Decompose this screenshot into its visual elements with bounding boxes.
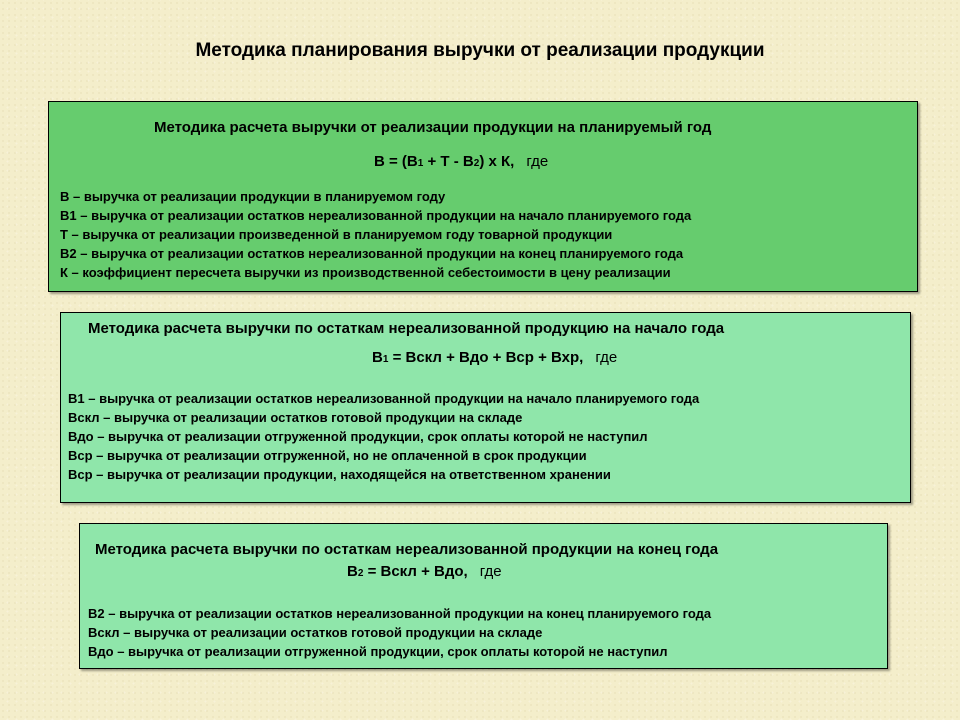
definition-item: Вдо – выручка от реализации отгруженной продукции, срок оплаты которой не наступил xyxy=(88,644,668,659)
definition-item: Вср – выручка от реализации продукции, находящейся на ответственном хранении xyxy=(68,467,611,482)
formula-where: где xyxy=(595,349,618,366)
formula-where: где xyxy=(526,153,549,170)
box-heading: Методика расчета выручки по остаткам нереализованной продукции на конец года xyxy=(95,541,719,558)
formula-part: В xyxy=(372,349,383,366)
formula-part: = Вскл + Вдо, xyxy=(363,563,468,580)
definition-item: В – выручка от реализации продукции в планируемом году xyxy=(60,189,446,204)
formula-part: + Т - В xyxy=(423,153,474,170)
formula xyxy=(374,153,548,170)
formula xyxy=(372,349,617,366)
formula-part: ) х К, xyxy=(479,153,515,170)
definition-item: В2 – выручка от реализации остатков нереализованной продукции на конец планируемого года xyxy=(60,246,684,261)
definition-item: В1 – выручка от реализации остатков нереализованной продукции на начало планируемого года xyxy=(68,391,700,406)
definition-item: Вскл – выручка от реализации остатков готовой продукции на складе xyxy=(88,625,543,640)
definition-item: Т – выручка от реализации произведенной в планируемом году товарной продукции xyxy=(60,227,613,242)
definition-list xyxy=(68,389,699,484)
definition-item: Вскл – выручка от реализации остатков готовой продукции на складе xyxy=(68,410,523,425)
start-of-year-method-box xyxy=(60,312,911,503)
formula-part: В xyxy=(347,563,358,580)
end-of-year-method-box xyxy=(79,523,888,669)
formula-subscript: 1 xyxy=(382,354,389,365)
definition-item: В1 – выручка от реализации остатков нереализованной продукции на начало планируемого года xyxy=(60,208,692,223)
page-title: Методика планирования выручки от реализации продукции xyxy=(195,40,765,61)
formula-part: = Вскл + Вдо + Вср + Вхр, xyxy=(388,349,584,366)
formula-part: В = (В xyxy=(374,153,418,170)
definition-list xyxy=(88,604,711,661)
definition-item: Вср – выручка от реализации отгруженной, но не оплаченной в срок продукции xyxy=(68,448,587,463)
box-heading: Методика расчета выручки от реализации продукции на планируемый год xyxy=(154,119,712,136)
formula-subscript: 1 xyxy=(417,158,424,169)
planned-year-method-box xyxy=(48,101,918,292)
formula-subscript: 2 xyxy=(357,568,364,579)
formula xyxy=(347,563,502,580)
definition-item: В2 – выручка от реализации остатков нереализованной продукции на конец планируемого года xyxy=(88,606,712,621)
formula-where: где xyxy=(479,563,502,580)
formula-subscript: 2 xyxy=(473,158,480,169)
definition-item: К – коэффициент пересчета выручки из производственной себестоимости в цену реализации xyxy=(60,265,671,280)
definition-list xyxy=(60,187,691,282)
box-heading: Методика расчета выручки по остаткам нереализованной продукцию на начало года xyxy=(88,320,725,337)
definition-item: Вдо – выручка от реализации отгруженной продукции, срок оплаты которой не наступил xyxy=(68,429,648,444)
